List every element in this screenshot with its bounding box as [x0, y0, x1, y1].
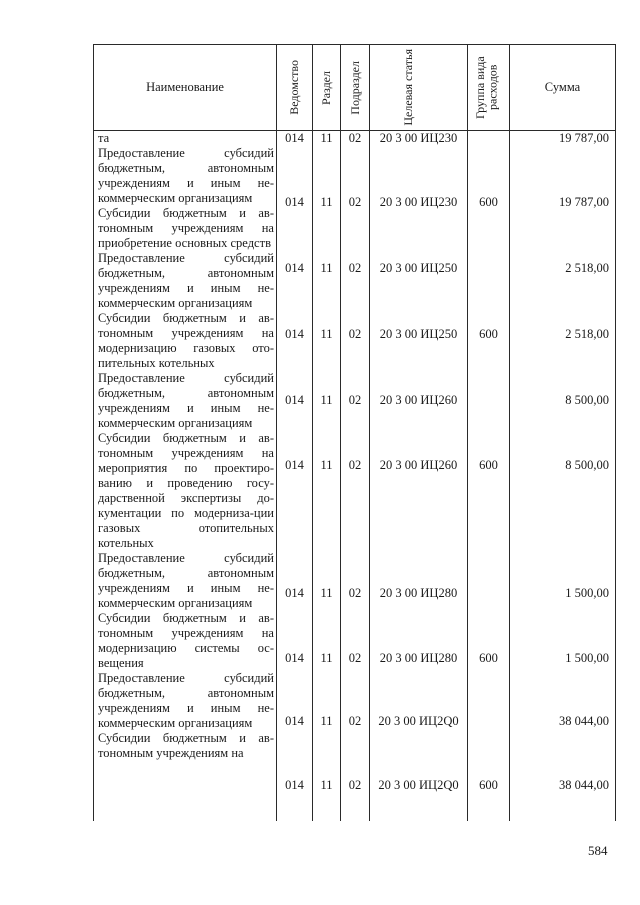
- dept-cell: 014: [285, 327, 304, 341]
- section-cell: 11: [320, 393, 333, 407]
- target-cell: 20 3 00 ИЦ230: [379, 195, 458, 209]
- target-column: [370, 131, 468, 821]
- subsection-cell: 02: [348, 261, 362, 275]
- dept-cell: 014: [285, 651, 304, 665]
- sum-cell: 1 500,00: [565, 586, 609, 600]
- sum-cell: 19 787,00: [559, 131, 609, 145]
- name-paragraph: Субсидии бюджетным и ав-тономным учреждениям на модернизацию газовых ото-пительных котельных: [98, 311, 274, 370]
- subsection-cell: 02: [348, 714, 362, 728]
- dept-cell: 014: [285, 714, 304, 728]
- sum-cell: 2 518,00: [565, 261, 609, 275]
- target-cell: 20 3 00 ИЦ250: [379, 327, 458, 341]
- name-paragraph: Субсидии бюджетным и ав-тономным учреждениям на: [98, 731, 274, 760]
- name-column: [94, 131, 277, 821]
- sum-cell: 38 044,00: [559, 778, 609, 792]
- dept-cell: 014: [285, 458, 304, 472]
- dept-column: [277, 131, 313, 821]
- group-cell: 600: [479, 195, 498, 209]
- name-paragraph: Предоставление субсидий бюджетным, автономным учреждениям и иным не-коммерческим организациям: [98, 371, 274, 430]
- dept-cell: 014: [285, 778, 304, 792]
- dept-cell: 014: [285, 195, 304, 209]
- target-cell: 20 3 00 ИЦ260: [379, 393, 458, 407]
- group-cell: 600: [479, 778, 498, 792]
- section-cell: 11: [320, 778, 333, 792]
- header-dept-cell: [277, 45, 313, 131]
- subsection-cell: 02: [348, 458, 362, 472]
- header-subsection: Подраздел: [347, 60, 362, 115]
- group-column: [468, 131, 510, 821]
- section-column: [313, 131, 341, 821]
- sum-cell: 1 500,00: [565, 651, 609, 665]
- group-cell: 600: [479, 327, 498, 341]
- subsection-column: [341, 131, 370, 821]
- subsection-cell: 02: [348, 195, 362, 209]
- header-subsection-cell: [341, 45, 370, 131]
- header-dept: Ведомство: [287, 60, 302, 115]
- header-group: Группа вида расходов: [472, 56, 500, 119]
- section-cell: 11: [320, 714, 333, 728]
- name-paragraph: Предоставление субсидий бюджетным, автономным учреждениям и иным не-коммерческим организациям: [98, 146, 274, 205]
- name-paragraph: Предоставление субсидий бюджетным, автономным учреждениям и иным не-коммерческим организациям: [98, 551, 274, 610]
- section-cell: 11: [320, 261, 333, 275]
- name-paragraph: Предоставление субсидий бюджетным, автономным учреждениям и иным не-коммерческим организациям: [98, 671, 274, 730]
- dept-cell: 014: [285, 261, 304, 275]
- header-section: Раздел: [319, 70, 334, 105]
- target-cell: 20 3 00 ИЦ280: [379, 651, 458, 665]
- subsection-cell: 02: [348, 131, 362, 145]
- name-paragraph: Субсидии бюджетным и ав-тономным учреждениям на модернизацию системы ос-вещения: [98, 611, 274, 670]
- target-cell: 20 3 00 ИЦ2Q0: [378, 778, 459, 792]
- header-name: Наименование: [94, 45, 277, 131]
- section-cell: 11: [320, 327, 333, 341]
- dept-cell: 014: [285, 131, 304, 145]
- subsection-cell: 02: [348, 651, 362, 665]
- budget-table: [93, 44, 616, 821]
- name-paragraph: та: [98, 131, 110, 145]
- target-cell: 20 3 00 ИЦ2Q0: [378, 714, 459, 728]
- subsection-cell: 02: [348, 778, 362, 792]
- subsection-cell: 02: [348, 586, 362, 600]
- section-cell: 11: [320, 458, 333, 472]
- name-paragraph: Субсидии бюджетным и ав-тономным учреждениям на мероприятия по проектиро-ванию и проведению госу-дарственной экспертизы до-кументации по модерниза-ции газовых отопительных котельных: [98, 431, 274, 550]
- target-cell: 20 3 00 ИЦ230: [379, 131, 458, 145]
- section-cell: 11: [320, 195, 333, 209]
- header-section-cell: [313, 45, 341, 131]
- header-sum: Сумма: [510, 45, 616, 131]
- table-header-row: [94, 45, 616, 131]
- section-cell: 11: [320, 131, 333, 145]
- section-cell: 11: [320, 651, 333, 665]
- sum-cell: 19 787,00: [559, 195, 609, 209]
- subsection-cell: 02: [348, 393, 362, 407]
- sum-cell: 8 500,00: [565, 458, 609, 472]
- subsection-cell: 02: [348, 327, 362, 341]
- sum-cell: 38 044,00: [559, 714, 609, 728]
- name-paragraph: Субсидии бюджетным и ав-тономным учреждениям на приобретение основных средств: [98, 206, 274, 250]
- header-target-cell: [370, 45, 468, 131]
- sum-cell: 2 518,00: [565, 327, 609, 341]
- dept-cell: 014: [285, 586, 304, 600]
- header-group-cell: [468, 45, 510, 131]
- dept-cell: 014: [285, 393, 304, 407]
- table-body-row: [94, 131, 616, 821]
- target-cell: 20 3 00 ИЦ280: [379, 586, 458, 600]
- sum-column: [510, 131, 616, 821]
- group-cell: 600: [479, 651, 498, 665]
- sum-cell: 8 500,00: [565, 393, 609, 407]
- target-cell: 20 3 00 ИЦ250: [379, 261, 458, 275]
- target-cell: 20 3 00 ИЦ260: [379, 458, 458, 472]
- name-paragraph: Предоставление субсидий бюджетным, автономным учреждениям и иным не-коммерческим организациям: [98, 251, 274, 310]
- group-cell: 600: [479, 458, 498, 472]
- page-number: 584: [588, 843, 608, 858]
- section-cell: 11: [320, 586, 333, 600]
- header-target: Целевая статья: [400, 49, 415, 126]
